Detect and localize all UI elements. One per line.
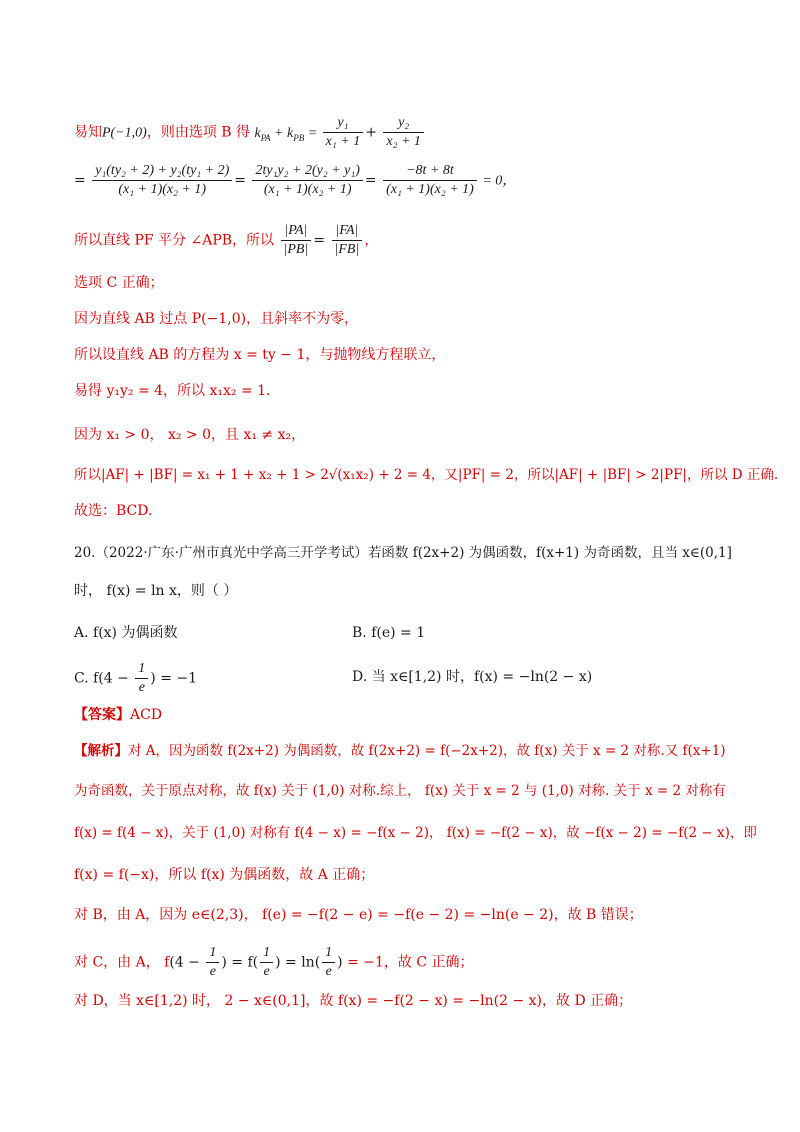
analysis-label: 【解析】	[74, 743, 128, 759]
fraction: $\frac{1}{e}$	[206, 944, 219, 981]
analysis-line-7: 对 D，当 x∈[1,2) 时， 2 − x∈(0,1]，故 f(x) = −f(2 − x) = −ln(2 − x)，故 D 正确；	[74, 993, 633, 1009]
option-c: C. f(4 − $\frac{1}{e}$ ) = −1	[74, 661, 198, 695]
analysis-line-5: 对 B，由 A，因为 e∈(2,3)， f(e) = −f(2 − e) = −f(e − 2) = −ln(e − 2)，故 B 错误；	[74, 907, 643, 923]
analysis-line-2: 为奇函数，关于原点对称，故 f(x) 关于 (1,0) 对称.综上， f(x) 关于 x = 2 与 (1,0) 对称. 关于 x = 2 对称有	[74, 783, 726, 799]
answer-value: ACD	[130, 707, 163, 723]
analysis-line-1	[74, 740, 740, 762]
option-b: B. f(e) = 1	[352, 625, 426, 641]
option-a: A. f(x) 为偶函数	[74, 625, 178, 641]
math-point: P(−1,0)	[102, 125, 147, 141]
text-segment: 对 A，因为函数 f(2x+2) 为偶函数，故 f(2x+2) = f(−2x+2)，故 f(x) 关于 x = 2 对称.又 f(x+1)	[128, 743, 726, 759]
solution-line-1: 易知P(−1,0)，则由选项 B 得 $k_{PA} + k_{PB}$ = $\frac{\text{y₁}}{\text{x₁ + 1}}$ + $\frac{\text{y₂}}{\text{x₂ + 1}}$	[74, 114, 740, 151]
solution-line-6: 所以设直线 AB 的方程为 x = ty − 1，与抛物线方程联立，	[74, 347, 446, 363]
answer-label: 【答案】	[74, 707, 130, 723]
solution-line-9: 所以|AF| + |BF| = x₁ + 1 + x₂ + 1 > 2√(x₁x₂) + 2 = 4，又|PF| = 2，所以|AF| + |BF| > 2|PF|，所以 D 正确.	[74, 467, 779, 483]
solution-line-3: 所以直线 PF 平分 ∠APB，所以 $\frac{|PA|}{|PB|}$ = $\frac{|FA|}{|FB|}$ ，	[74, 223, 379, 257]
analysis-line-6: 对 C，由 A， f(4 − $\frac{1}{e}$ ) = f( $\frac{1}{e}$ ) = ln( $\frac{1}{e}$ ) = −1，故 C 正确；	[74, 945, 474, 979]
fraction: $\frac{1}{e}$	[135, 660, 148, 697]
fraction: $\frac{\text{y₂}}{\text{x₂ + 1}}$	[383, 114, 424, 151]
fraction: $\frac{\text{2ty₁y₂ + 2(y₂ + y₁)}}{\text{(x₁ + 1)(x₂ + 1)}}$	[252, 162, 362, 199]
solution-line-10: 故选：BCD.	[74, 503, 153, 519]
text-segment: ，则由选项 B 得	[146, 124, 251, 141]
solution-line-7: 易得 y₁y₂ = 4，所以 x₁x₂ = 1．	[74, 383, 281, 399]
fraction: $\frac{-8t + 8t}{\text{(x₁ + 1)(x₂ + 1)}}$	[383, 162, 477, 199]
question-stem-2: 时， f(x) = ln x，则（ ）	[74, 583, 238, 599]
option-d: D. 当 x∈[1,2) 时，f(x) = −ln(2 − x)	[352, 669, 593, 685]
fraction: $\frac{\text{y₁(ty₂ + 2) + y₂(ty₁ + 2)}}{\text{(x₁ + 1)(x₂ + 1)}}$	[92, 162, 232, 199]
analysis-line-3: f(x) = f(4 − x)，关于 (1,0) 对称有 f(4 − x) = −f(x − 2)， f(x) = −f(2 − x)，故 −f(x − 2) = −f(2 − x)，即	[74, 825, 757, 841]
text-segment: 易知	[74, 124, 102, 141]
math-slope-sum: $k_{PA} + k_{PB}$ =	[254, 125, 321, 143]
analysis-line-4: f(x) = f(−x)，所以 f(x) 为偶函数，故 A 正确；	[74, 867, 375, 883]
fraction: $\frac{\text{y₁}}{\text{x₁ + 1}}$	[323, 114, 364, 151]
solution-line-2: = $\frac{\text{y₁(ty₂ + 2) + y₂(ty₁ + 2)}}{\text{(x₁ + 1)(x₂ + 1)}}$ = $\frac{\text{2ty₁y₂ + 2(y₂ + y₁)}}{\text{(x₁ + 1)(x₂ + 1)}}$ = $\frac{-8t + 8t}{\text{(x₁ + 1)(x₂ + 1)}}$ = 0，	[74, 163, 517, 197]
solution-line-5: 因为直线 AB 过点 P(−1,0)，且斜率不为零，	[74, 311, 359, 327]
solution-line-4: 选项 C 正确；	[74, 275, 164, 291]
solution-line-8: 因为 x₁ > 0， x₂ > 0，且 x₁ ≠ x₂，	[74, 427, 306, 443]
fraction: $\frac{1}{e}$	[260, 944, 273, 981]
fraction: $\frac{|PA|}{|PB|}$	[281, 222, 312, 259]
question-stem-1: 20.（2022·广东·广州市真光中学高三开学考试）若函数 f(2x+2) 为偶函数，f(x+1) 为奇函数，且当 x∈(0,1]	[74, 545, 732, 561]
fraction: $\frac{|FA|}{|FB|}$	[332, 222, 363, 259]
answer-line	[74, 704, 740, 726]
fraction: $\frac{1}{e}$	[322, 944, 335, 981]
